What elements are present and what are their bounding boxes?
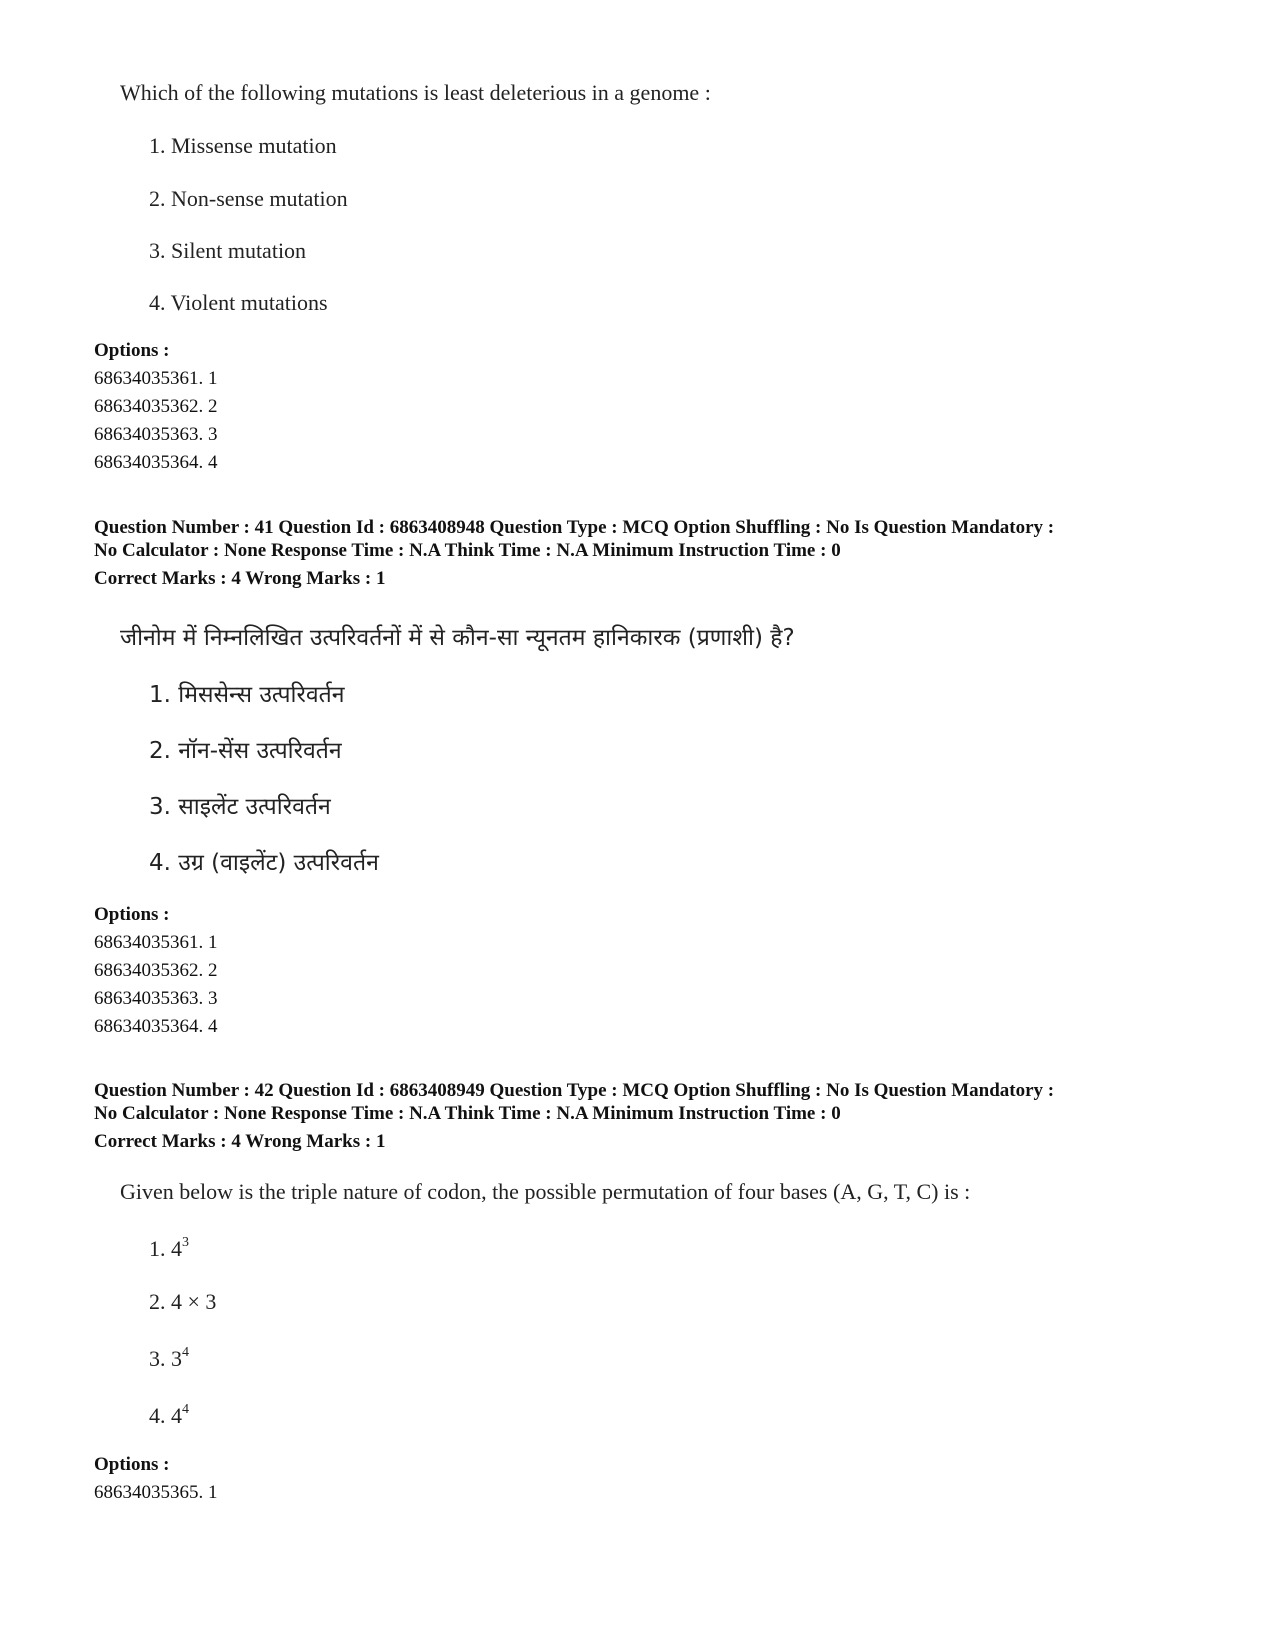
choice-4 <box>149 1403 189 1429</box>
choice-3: 3. साइलेंट उत्परिवर्तन <box>149 794 331 820</box>
option-id: 68634035365. 1 <box>94 1482 218 1503</box>
option-id: 68634035362. 2 <box>94 396 218 417</box>
question-text: Which of the following mutations is least deleterious in a genome : <box>120 80 711 105</box>
choice-exponent: 4 <box>182 1344 189 1360</box>
choice-4: 4. उग्र (वाइलेंट) उत्परिवर्तन <box>149 850 379 876</box>
question-meta: No Calculator : None Response Time : N.A Think Time : N.A Minimum Instruction Time : 0 <box>94 1103 841 1124</box>
choice-base: 1. 4 <box>149 1236 182 1261</box>
question-meta: Question Number : 41 Question Id : 6863408948 Question Type : MCQ Option Shuffling : No Is Question Mandatory : <box>94 517 1055 538</box>
question-marks: Correct Marks : 4 Wrong Marks : 1 <box>94 568 386 589</box>
choice-2 <box>149 1289 216 1315</box>
choice-4: 4. Violent mutations <box>149 290 328 315</box>
choice-3 <box>149 1346 189 1372</box>
question-meta: No Calculator : None Response Time : N.A Think Time : N.A Minimum Instruction Time : 0 <box>94 540 841 561</box>
choice-1: 1. Missense mutation <box>149 133 337 158</box>
option-id: 68634035361. 1 <box>94 368 218 389</box>
choice-2: 2. नॉन-सेंस उत्परिवर्तन <box>149 738 342 764</box>
choice-base: 2. 4 × 3 <box>149 1289 217 1314</box>
choice-base: 3. 3 <box>149 1346 182 1371</box>
choice-exponent: 3 <box>182 1234 189 1250</box>
question-marks: Correct Marks : 4 Wrong Marks : 1 <box>94 1131 386 1152</box>
question-meta: Question Number : 42 Question Id : 6863408949 Question Type : MCQ Option Shuffling : No Is Question Mandatory : <box>94 1080 1055 1101</box>
option-id: 68634035363. 3 <box>94 988 218 1009</box>
choice-1: 1. मिससेन्स उत्परिवर्तन <box>149 682 345 708</box>
options-label: Options : <box>94 904 170 925</box>
option-id: 68634035364. 4 <box>94 1016 218 1037</box>
choice-3: 3. Silent mutation <box>149 238 307 263</box>
option-id: 68634035362. 2 <box>94 960 218 981</box>
option-id: 68634035364. 4 <box>94 452 218 473</box>
choice-exponent: 4 <box>182 1401 189 1417</box>
question-text: Given below is the triple nature of codon, the possible permutation of four bases (A, G, T, C) is : <box>120 1179 971 1204</box>
option-id: 68634035361. 1 <box>94 932 218 953</box>
choice-2: 2. Non-sense mutation <box>149 186 348 211</box>
options-label: Options : <box>94 1454 170 1475</box>
option-id: 68634035363. 3 <box>94 424 218 445</box>
question-text: जीनोम में निम्नलिखित उत्परिवर्तनों में से कौन-सा न्यूनतम हानिकारक (प्रणाशी) है? <box>120 625 795 651</box>
choice-base: 4. 4 <box>149 1403 182 1428</box>
options-label: Options : <box>94 340 170 361</box>
choice-1 <box>149 1236 189 1262</box>
